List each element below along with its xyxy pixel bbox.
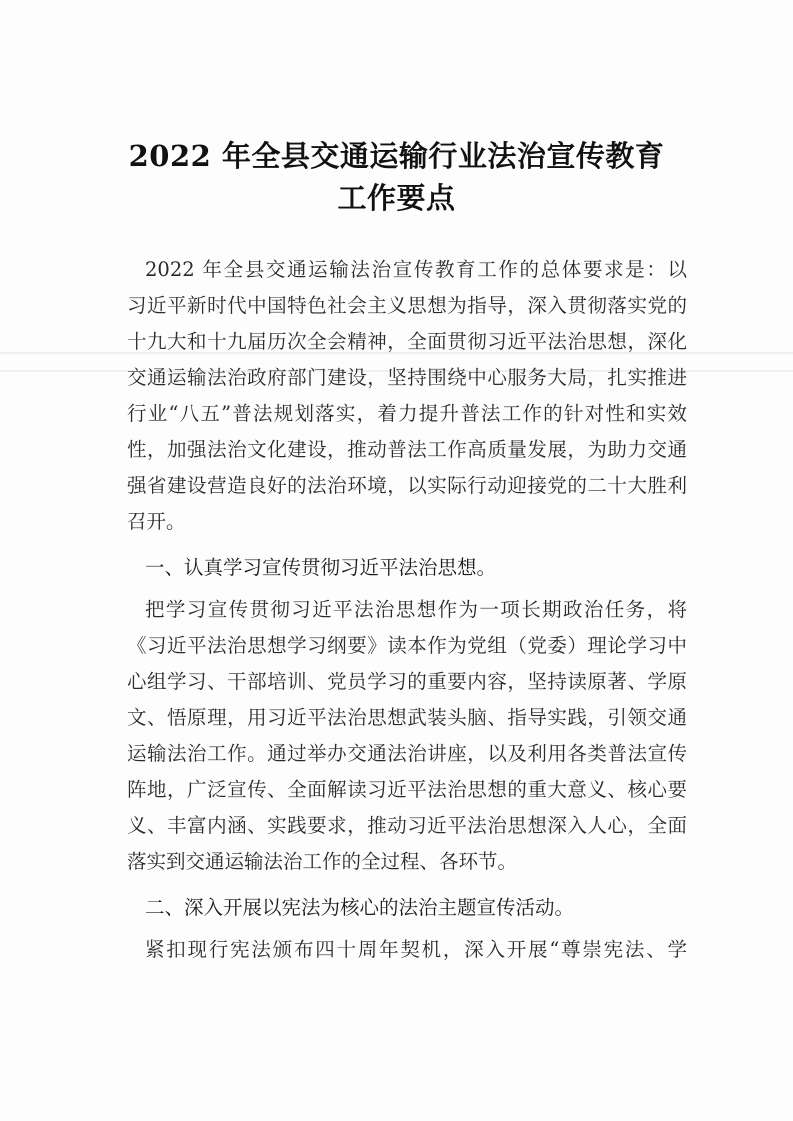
section-2-line: 紧扣现行宪法颁布四十周年契机，深入开展“尊崇宪法、学 (145, 938, 687, 961)
section-1-line: 落实到交通运输法治工作的全过程、各环节。 (127, 850, 518, 873)
intro-line: 2022 年全县交通运输法治宣传教育工作的总体要求是：以 (145, 258, 687, 281)
section-1-line: 文、悟原理，用习近平法治思想武装头脑、指导实践，引领交通 (127, 706, 687, 729)
intro-line: 强省建设营造良好的法治环境，以实际行动迎接党的二十大胜利 (127, 474, 687, 497)
intro-line: 习近平新时代中国特色社会主义思想为指导，深入贯彻落实党的 (127, 294, 687, 317)
intro-line: 行业“八五”普法规划落实，着力提升普法工作的针对性和实效 (127, 402, 687, 425)
intro-line: 性，加强法治文化建设，推动普法工作高质量发展，为助力交通 (127, 438, 687, 461)
section-2-heading: 二、深入开展以宪法为核心的法治主题宣传活动。 (145, 896, 575, 919)
section-1-heading: 一、认真学习宣传贯彻习近平法治思想。 (145, 556, 497, 579)
section-1-line: 心组学习、干部培训、党员学习的重要内容，坚持读原著、学原 (127, 670, 687, 693)
section-1-line: 《习近平法治思想学习纲要》读本作为党组（党委）理论学习中 (127, 634, 687, 657)
intro-line: 交通运输法治政府部门建设，坚持围绕中心服务大局，扎实推进 (127, 366, 687, 389)
document-title-line-2: 工作要点 (337, 181, 456, 215)
intro-line: 召开。 (127, 510, 186, 533)
section-1-line: 义、丰富内涵、实践要求，推动习近平法治思想深入人心，全面 (127, 814, 687, 837)
document-title-line-1: 2022 年全县交通运输行业法治宣传教育 (128, 139, 665, 173)
intro-line: 十九大和十九届历次全会精神，全面贯彻习近平法治思想，深化 (127, 330, 687, 353)
section-1-line: 运输法治工作。通过举办交通法治讲座，以及利用各类普法宣传 (127, 742, 687, 765)
section-1-line: 阵地，广泛宣传、全面解读习近平法治思想的重大意义、核心要 (127, 778, 687, 801)
section-1-line: 把学习宣传贯彻习近平法治思想作为一项长期政治任务，将 (145, 598, 687, 621)
